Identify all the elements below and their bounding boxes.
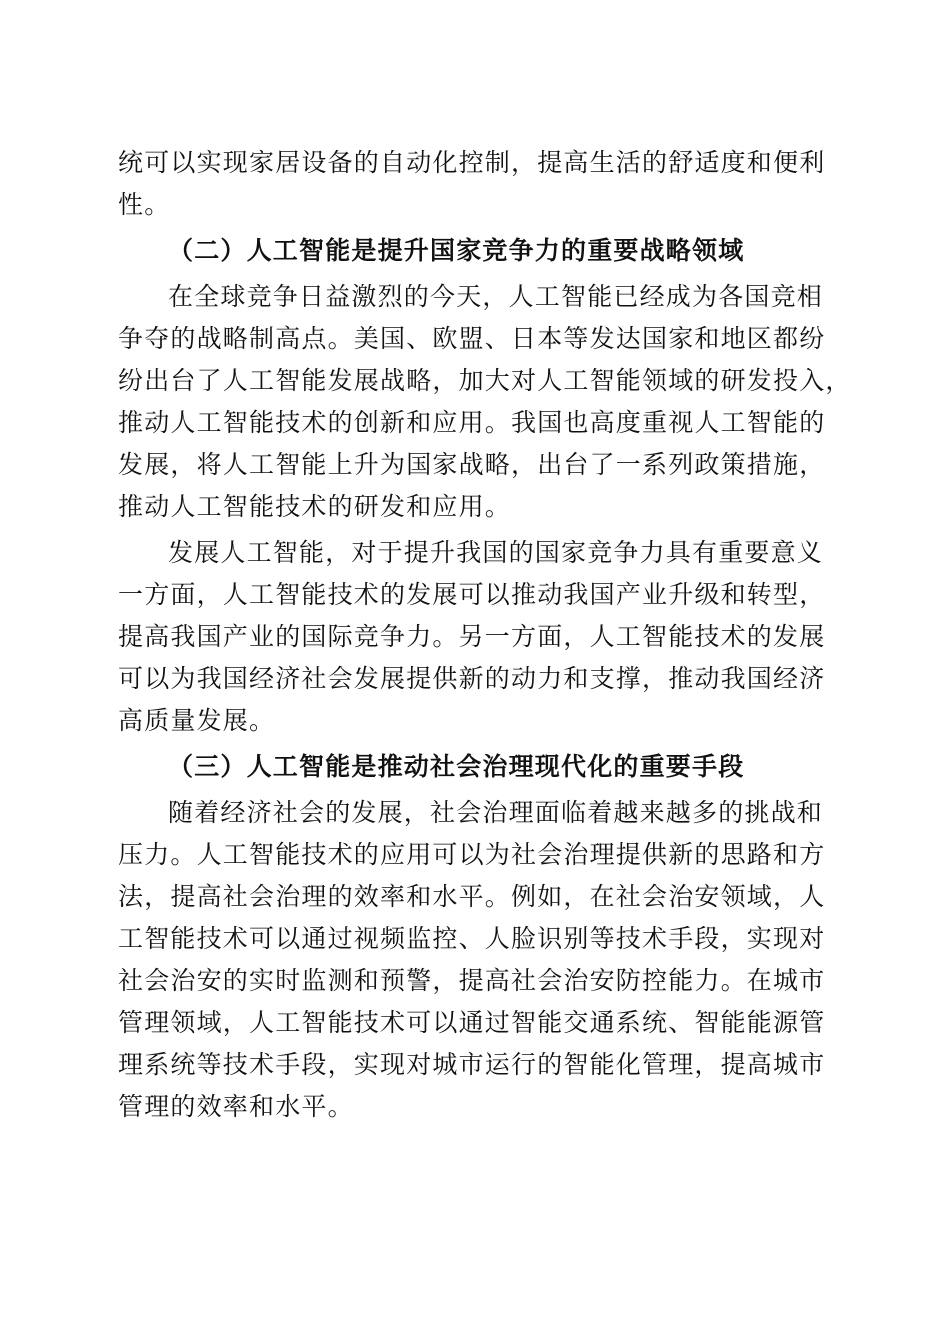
- paragraph-line: 社会治安的实时监测和预警，提高社会治安防控能力。在城市: [118, 966, 826, 995]
- paragraph-line: 压力。人工智能技术的应用可以为社会治理提供新的思路和方: [118, 840, 826, 869]
- paragraph-line: 推动人工智能技术的创新和应用。我国也高度重视人工智能的: [118, 408, 826, 437]
- section-heading-3: （三）人工智能是推动社会治理现代化的重要手段: [168, 752, 745, 781]
- paragraph-line: 发展，将人工智能上升为国家战略，出台了一系列政策措施，: [118, 450, 826, 479]
- paragraph-line: 在全球竞争日益激烈的今天，人工智能已经成为各国竞相: [168, 282, 824, 311]
- paragraph-line: 纷出台了人工智能发展战略，加大对人工智能领域的研发投入，: [118, 366, 852, 395]
- document-body: [118, 142, 852, 1128]
- paragraph-line: 管理领域，人工智能技术可以通过智能交通系统、智能能源管: [118, 1008, 826, 1037]
- paragraph-line: 管理的效率和水平。: [118, 1092, 354, 1121]
- paragraph-line: 法，提高社会治理的效率和水平。例如，在社会治安领域，人: [118, 882, 826, 911]
- paragraph-line: 推动人工智能技术的研发和应用。: [118, 492, 512, 521]
- paragraph-line: 一方面，人工智能技术的发展可以推动我国产业升级和转型，: [118, 580, 826, 609]
- paragraph-line: 高质量发展。: [118, 706, 276, 735]
- paragraph-line: 争夺的战略制高点。美国、欧盟、日本等发达国家和地区都纷: [118, 324, 826, 353]
- paragraph-line: 工智能技术可以通过视频监控、人脸识别等技术手段，实现对: [118, 924, 826, 953]
- paragraph-line: 理系统等技术手段，实现对城市运行的智能化管理，提高城市: [118, 1050, 826, 1079]
- section-heading-2: （二）人工智能是提升国家竞争力的重要战略领域: [168, 236, 745, 265]
- paragraph-line: 可以为我国经济社会发展提供新的动力和支撑，推动我国经济: [118, 664, 826, 693]
- paragraph-line: 提高我国产业的国际竞争力。另一方面，人工智能技术的发展: [118, 622, 826, 651]
- paragraph-line: 随着经济社会的发展，社会治理面临着越来越多的挑战和: [168, 798, 824, 827]
- paragraph-line: 性。: [118, 190, 171, 219]
- paragraph-line: 发展人工智能，对于提升我国的国家竞争力具有重要意义: [168, 538, 824, 567]
- paragraph-line: 统可以实现家居设备的自动化控制，提高生活的舒适度和便利: [118, 148, 826, 177]
